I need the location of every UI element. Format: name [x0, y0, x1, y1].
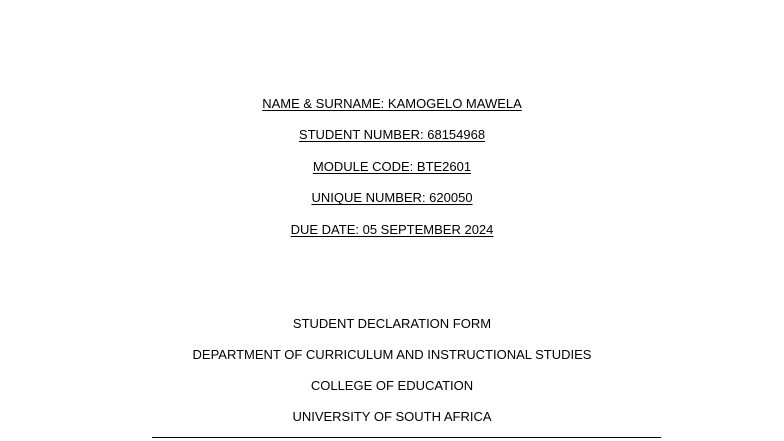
due-date-line: DUE DATE: 05 SEPTEMBER 2024 — [290, 222, 494, 237]
college-line: COLLEGE OF EDUCATION — [310, 378, 474, 393]
horizontal-divider — [152, 437, 661, 438]
name-surname-line: NAME & SURNAME: KAMOGELO MAWELA — [262, 96, 522, 111]
department-line: DEPARTMENT OF CURRICULUM AND INSTRUCTIONAL STUDIES — [192, 347, 592, 362]
module-code-line: MODULE CODE: BTE2601 — [312, 159, 472, 174]
student-number-line: STUDENT NUMBER: 68154968 — [298, 127, 486, 142]
declaration-form-title: STUDENT DECLARATION FORM — [292, 316, 492, 331]
university-line: UNIVERSITY OF SOUTH AFRICA — [292, 409, 492, 424]
unique-number-line: UNIQUE NUMBER: 620050 — [311, 190, 473, 205]
